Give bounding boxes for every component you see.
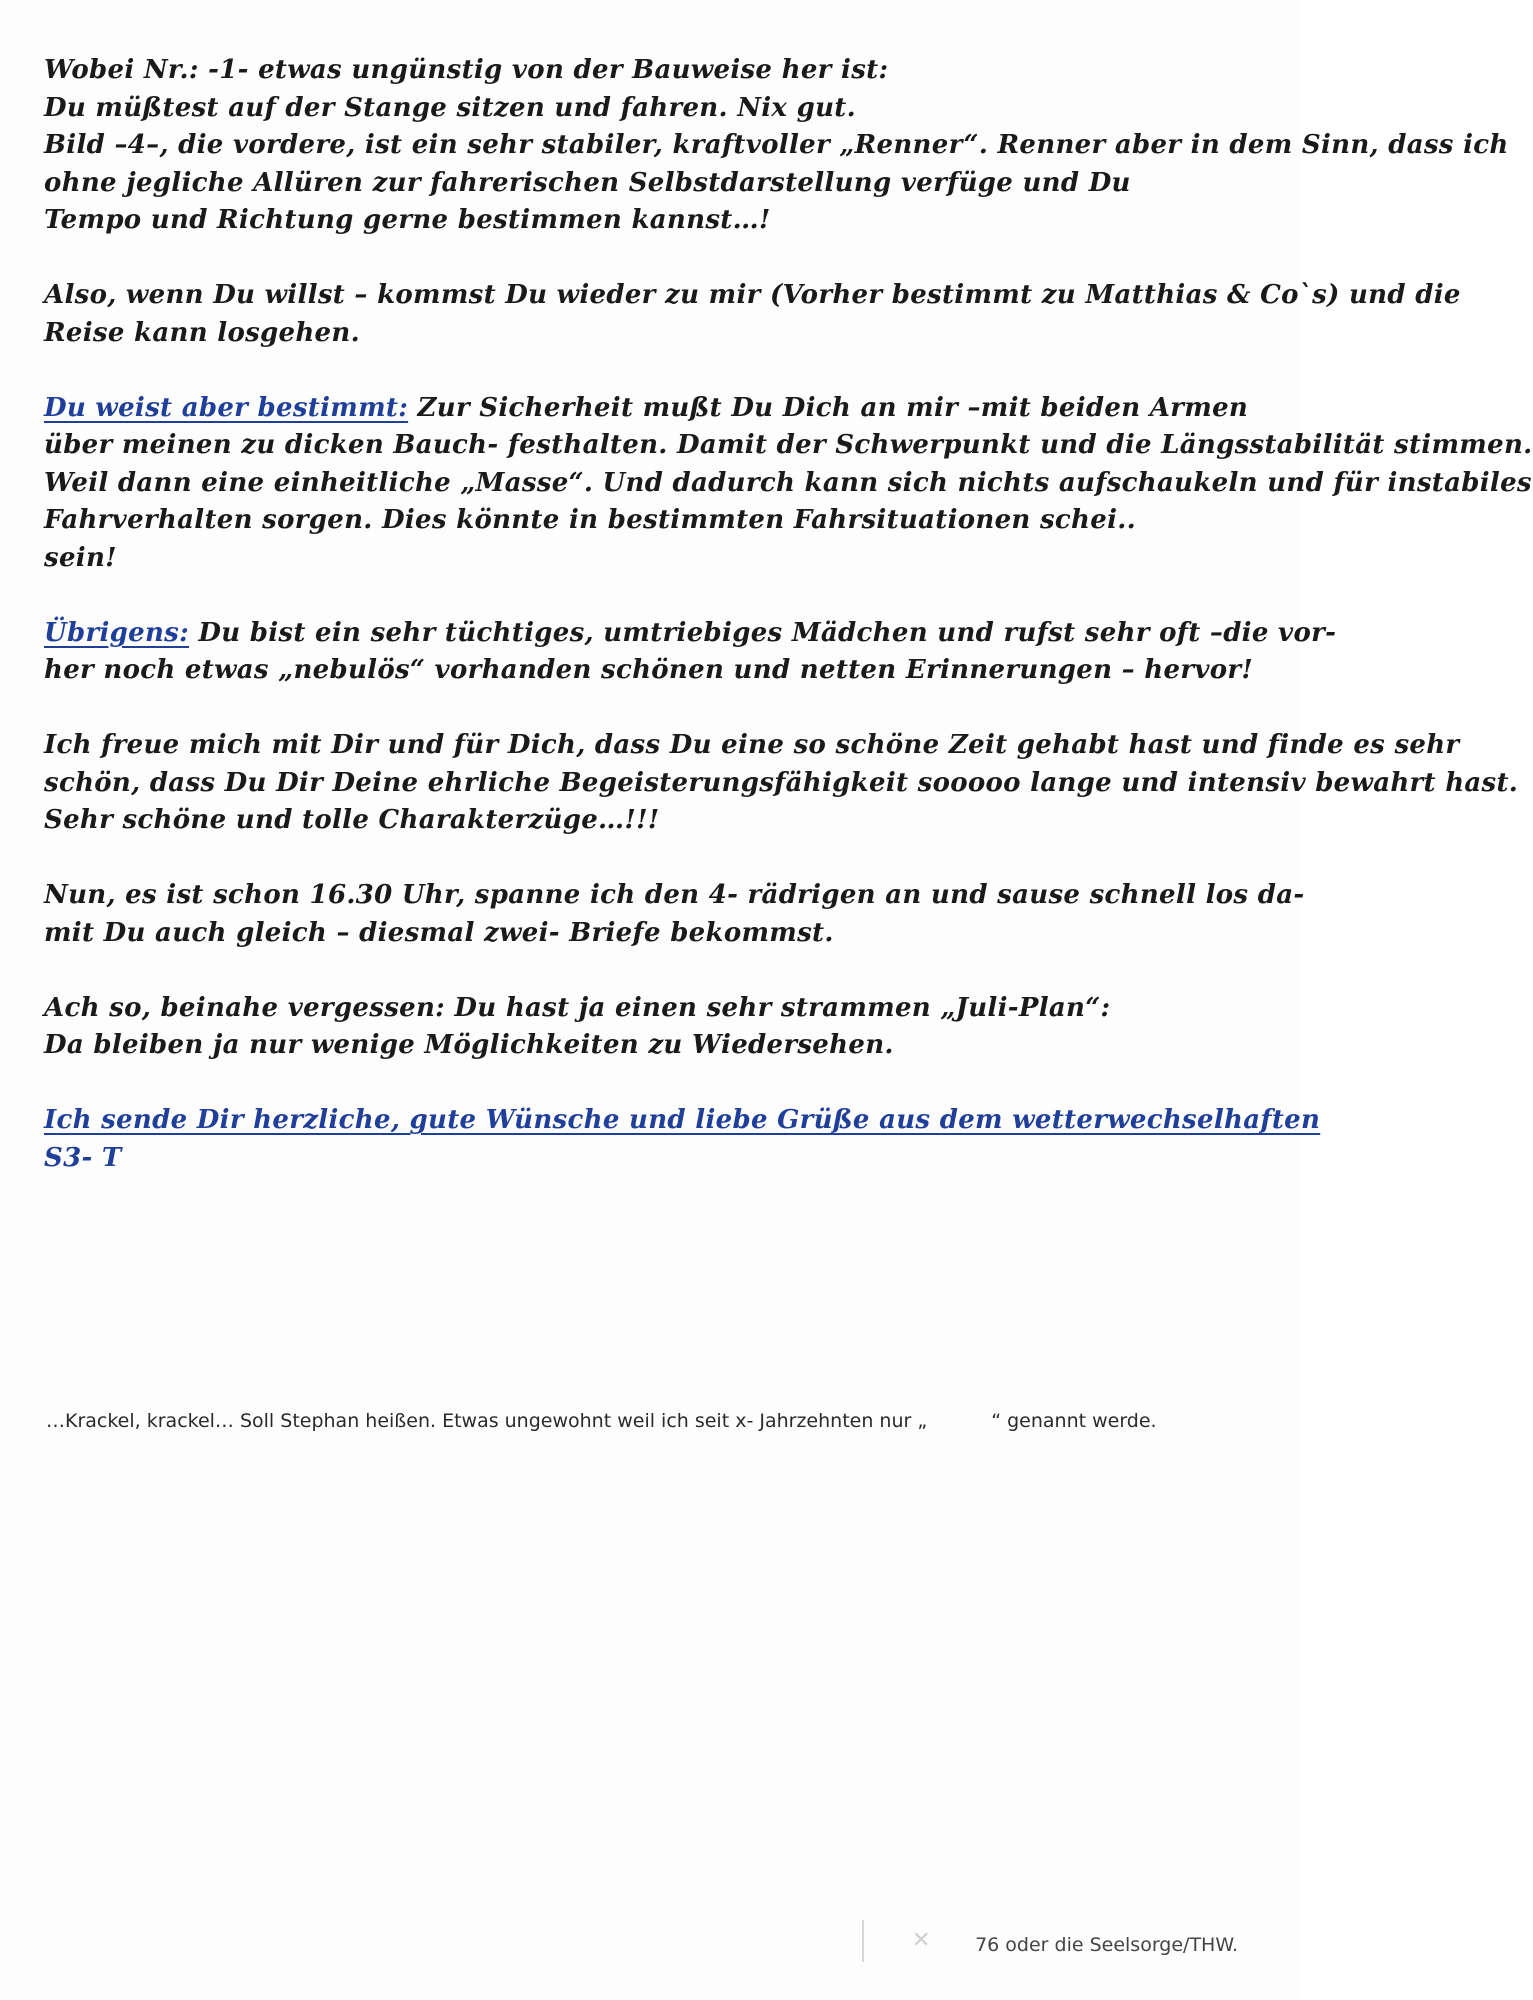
paragraph-gap	[44, 690, 1284, 728]
letter-line: Da bleiben ja nur wenige Möglichkeiten zu Wiedersehen.	[44, 1030, 894, 1060]
paragraph-gap	[44, 352, 1284, 390]
scan-mark	[862, 1920, 864, 1962]
letter-line: Fahrverhalten sorgen. Dies könnte in bestimmten Fahrsituationen schei..	[44, 505, 1136, 535]
letter-line: Nun, es ist schon 16.30 Uhr, spanne ich den 4- rädrigen an und sause schnell los da-	[44, 880, 1305, 910]
paragraph-gap	[44, 240, 1284, 278]
closing-greeting: Ich sende Dir herzliche, gute Wünsche und liebe Grüße aus dem wetterwechselhaften	[44, 1105, 1321, 1135]
letter-line: her noch etwas „nebulös“ vorhanden schönen und netten Erinnerungen – hervor!	[44, 655, 1254, 685]
paragraph-gap	[44, 1065, 1284, 1103]
footer-text: oder die Seelsorge/THW.	[999, 1934, 1238, 1956]
page-footer	[975, 1934, 1238, 1956]
letter-text: Du bist ein sehr tüchtiges, umtriebiges Mädchen und rufst sehr oft –die vor-	[189, 617, 1337, 648]
page-number: 76	[975, 1934, 1000, 1956]
blue-lead-phrase: Du weist aber bestimmt:	[44, 392, 409, 423]
blue-lead-phrase: Übrigens:	[44, 617, 189, 648]
paragraph-gap	[44, 840, 1284, 878]
letter-line: Sehr schöne und tolle Charakterzüge…!!!	[44, 805, 660, 835]
scan-x-mark: ✕	[912, 1928, 931, 1953]
letter-text: Zur Sicherheit mußt Du Dich an mir –mit beiden Armen	[408, 392, 1249, 423]
letter-line: ohne jegliche Allüren zur fahrerischen Selbstdarstellung verfüge und Du	[44, 167, 1131, 198]
letter-line: über meinen zu dicken Bauch- festhalten. Damit der Schwerpunkt und die Längsstabilität stimmen.	[44, 430, 1533, 460]
footnote-text-after: “ genannt werde.	[991, 1410, 1157, 1432]
letter-line: Wobei Nr.: -1- etwas ungünstig von der Bauweise her ist:	[44, 55, 889, 85]
closing-signature: S3- T	[44, 1142, 122, 1173]
paragraph-gap	[44, 577, 1284, 615]
letter-line-with-lead	[44, 615, 1337, 653]
footnote-text-before: …Krackel, krackel… Soll Stephan heißen. Etwas ungewohnt weil ich seit x- Jahrzehnten nur „	[46, 1410, 928, 1432]
letter-line: schön, dass Du Dir Deine ehrliche Begeisterungsfähigkeit sooooo lange und intensiv bewahrt hast.	[44, 767, 1519, 798]
footnote	[46, 1410, 1157, 1432]
letter-line: Ach so, beinahe vergessen: Du hast ja einen sehr strammen „Juli-Plan“:	[44, 992, 1111, 1023]
letter-line: Also, wenn Du willst – kommst Du wieder zu mir (Vorher bestimmt zu Matthias & Co`s) und die	[44, 280, 1461, 310]
letter-line: sein!	[44, 542, 117, 573]
letter-line: Du müßtest auf der Stange sitzen und fahren. Nix gut.	[44, 92, 856, 123]
handwritten-letter	[44, 52, 1533, 1177]
letter-line: mit Du auch gleich – diesmal zwei- Briefe bekommst.	[44, 917, 834, 948]
paragraph-gap	[44, 952, 1284, 990]
letter-line: Bild –4–, die vordere, ist ein sehr stabiler, kraftvoller „Renner“. Renner aber in dem Sinn, dass ich	[44, 130, 1509, 160]
letter-line-with-lead	[44, 390, 1284, 428]
letter-line: Reise kann losgehen.	[44, 317, 360, 348]
letter-line: Ich freue mich mit Dir und für Dich, dass Du eine so schöne Zeit gehabt hast und finde es sehr	[44, 730, 1460, 760]
letter-line: Weil dann eine einheitliche „Masse“. Und dadurch kann sich nichts aufschaukeln und für instabiles	[44, 467, 1532, 498]
letter-line: Tempo und Richtung gerne bestimmen kannst…!	[44, 205, 771, 235]
